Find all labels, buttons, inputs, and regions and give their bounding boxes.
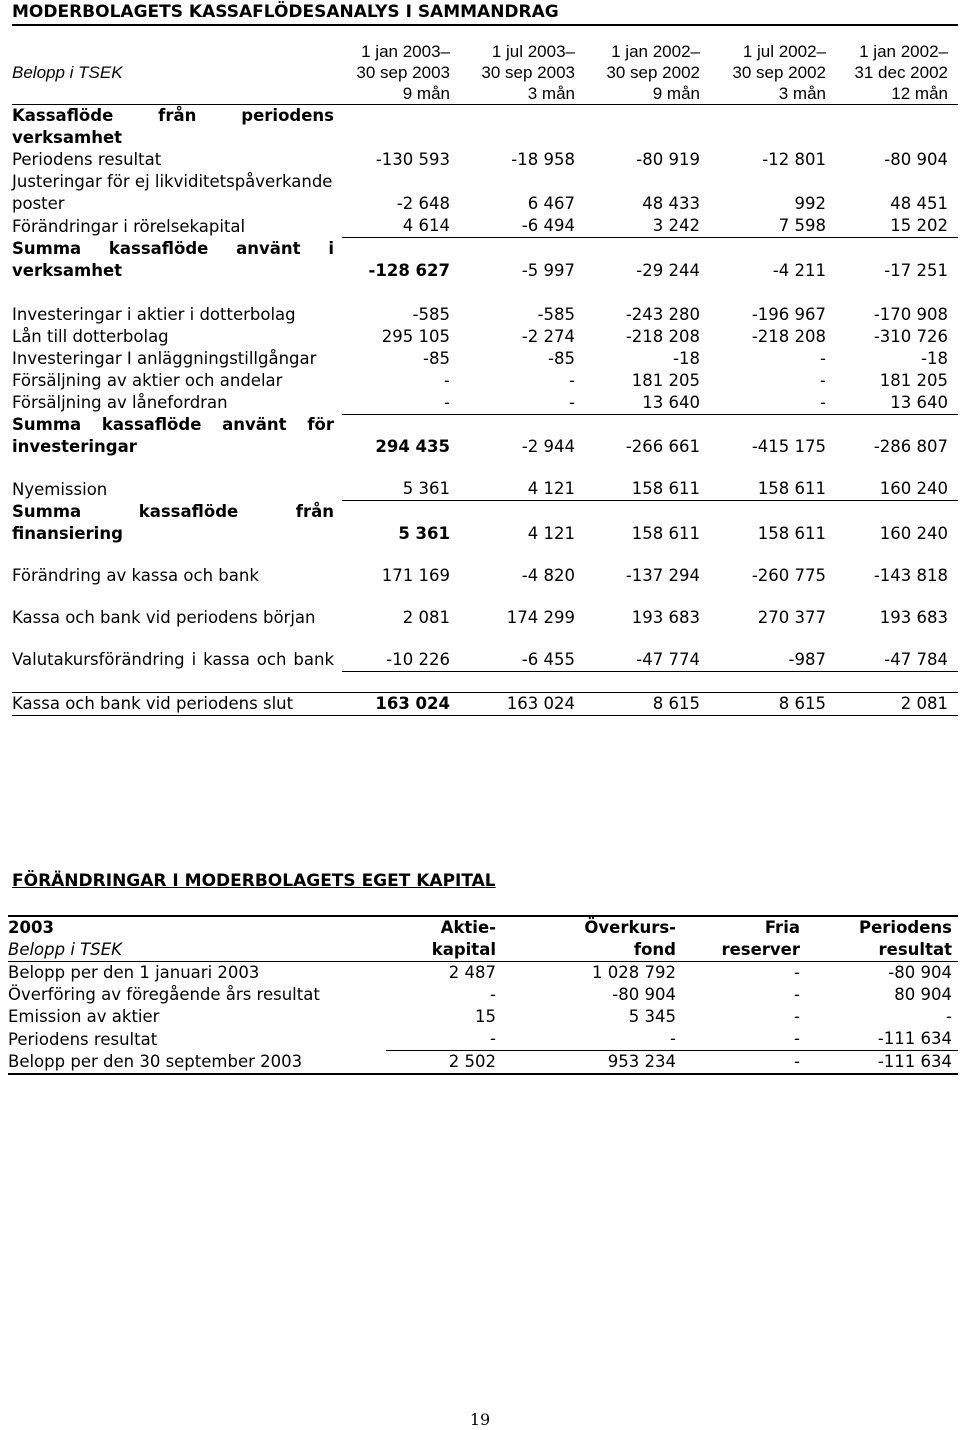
cell-value: 163 024 xyxy=(460,692,585,715)
cell-value: - xyxy=(569,370,575,390)
cell-value: - xyxy=(820,370,826,390)
cell-value: 158 611 xyxy=(757,523,826,543)
row-label: Summa kassaflöde använt i verksamhet xyxy=(12,238,334,280)
cell-value: 2 502 xyxy=(448,1052,496,1071)
cell-value: 270 377 xyxy=(757,607,826,627)
spacer-row xyxy=(12,671,958,692)
cell-value: -585 xyxy=(412,304,450,324)
cell-value: 193 683 xyxy=(631,607,700,627)
cell-value: - xyxy=(490,985,496,1004)
equity-table xyxy=(8,915,958,1075)
cell-value: -170 908 xyxy=(873,304,948,324)
column-header: 1 jul 2002– 30 sep 2002 3 mån xyxy=(710,41,836,105)
column-header: Fria reserver xyxy=(682,916,806,962)
cell-value: 2 081 xyxy=(836,692,958,715)
cell-value: - xyxy=(794,985,800,1004)
cell-value: 160 240 xyxy=(836,478,958,501)
equity-header-label: 2003 Belopp i TSEK xyxy=(8,916,386,962)
cell-value: -130 593 xyxy=(375,150,450,169)
page-title: MODERBOLAGETS KASSAFLÖDESANALYS I SAMMANDRAG xyxy=(12,0,958,26)
row-label: Belopp per den 30 september 2003 xyxy=(8,1052,303,1071)
cell-value: 13 640 xyxy=(585,392,710,415)
cell-value: - xyxy=(710,392,836,415)
cell-value: -218 208 xyxy=(625,326,700,346)
cell-value: -2 944 xyxy=(521,437,575,456)
cell-value: -18 xyxy=(921,348,948,368)
cell-value: 15 202 xyxy=(836,215,958,238)
table-row xyxy=(8,984,958,1006)
cell-value: -4 820 xyxy=(521,565,575,585)
page-number: 19 xyxy=(469,1410,491,1429)
cell-value: 7 598 xyxy=(710,215,836,238)
column-header: 1 jan 2002– 31 dec 2002 12 mån xyxy=(836,41,958,105)
cell-value: -4 211 xyxy=(772,260,826,280)
cell-value: -80 904 xyxy=(884,150,948,169)
cell-value: -6 455 xyxy=(460,649,585,672)
equity-section-title: FÖRÄNDRINGAR I MODERBOLAGETS EGET KAPITAL xyxy=(12,871,496,891)
cell-value: 4 121 xyxy=(460,478,585,501)
cell-value: -17 251 xyxy=(884,260,948,280)
cell-value: 2 081 xyxy=(402,607,450,627)
column-header: Överkurs- fond xyxy=(502,916,682,962)
cell-value: 5 361 xyxy=(342,478,460,501)
cell-value: 4 121 xyxy=(527,523,575,543)
cell-value: 2 487 xyxy=(448,963,496,982)
cell-value: -243 280 xyxy=(625,304,700,324)
spacer-row xyxy=(12,545,958,565)
cell-value: - xyxy=(794,1052,800,1071)
row-label: Nyemission xyxy=(12,479,108,499)
cell-value: 13 640 xyxy=(836,392,958,415)
cashflow-header-row xyxy=(12,41,958,105)
cell-value: - xyxy=(444,370,450,390)
row-label: Kassa och bank vid periodens början xyxy=(12,607,316,627)
table-row xyxy=(12,392,958,415)
cell-value: 295 105 xyxy=(381,326,450,346)
cell-value: 8 615 xyxy=(710,692,836,715)
subtotal-row xyxy=(12,238,958,282)
cell-value: -85 xyxy=(423,348,450,368)
cell-value: -196 967 xyxy=(751,304,826,324)
cell-value: - xyxy=(946,1007,952,1026)
table-row xyxy=(12,215,958,238)
cell-value: 294 435 xyxy=(375,437,450,456)
cell-value: 181 205 xyxy=(631,370,700,390)
cashflow-table xyxy=(12,41,958,716)
cell-value: - xyxy=(342,392,460,415)
table-row xyxy=(12,370,958,392)
column-header: 1 jan 2002– 30 sep 2002 9 mån xyxy=(585,41,710,105)
cell-value: - xyxy=(820,348,826,368)
cell-value: 953 234 xyxy=(607,1052,676,1071)
table-row xyxy=(12,565,958,587)
cell-value: -29 244 xyxy=(636,260,700,280)
cell-value: - xyxy=(794,963,800,982)
cell-value: - xyxy=(460,392,585,415)
row-label: Belopp per den 1 januari 2003 xyxy=(8,963,260,982)
row-label: Periodens resultat xyxy=(8,1029,158,1049)
cell-value: -80 904 xyxy=(612,985,676,1004)
cell-value: -85 xyxy=(548,348,575,368)
table-row xyxy=(12,326,958,348)
spacer-row xyxy=(12,458,958,478)
row-label: Förändringar i rörelsekapital xyxy=(12,216,246,236)
cell-value: 5 361 xyxy=(398,523,450,543)
column-header: 1 jan 2003– 30 sep 2003 9 mån xyxy=(342,41,460,105)
cell-value: 1 028 792 xyxy=(592,963,676,982)
cell-value: -266 661 xyxy=(625,437,700,456)
cell-value: 171 169 xyxy=(381,565,450,585)
table-row xyxy=(12,348,958,370)
cell-value: -260 775 xyxy=(751,565,826,585)
cell-value: -218 208 xyxy=(751,326,826,346)
row-label: Summa kassaflöde använt för investeringar xyxy=(12,415,334,456)
cell-value: 48 433 xyxy=(642,194,700,213)
cell-value: 193 683 xyxy=(879,607,948,627)
cell-value: -415 175 xyxy=(751,437,826,456)
column-header: Periodens resultat xyxy=(806,916,958,962)
row-label: Emission av aktier xyxy=(8,1007,160,1026)
cell-value: 158 611 xyxy=(631,523,700,543)
cell-value: 5 345 xyxy=(628,1007,676,1026)
unit-label: Belopp i TSEK xyxy=(12,41,342,105)
spacer-row xyxy=(12,282,958,304)
cell-value: -47 774 xyxy=(585,649,710,672)
table-row xyxy=(12,607,958,629)
table-row xyxy=(12,171,958,215)
cell-value: -5 997 xyxy=(521,260,575,280)
cell-value: 158 611 xyxy=(585,478,710,501)
cell-value: 160 240 xyxy=(879,523,948,543)
cell-value: 163 024 xyxy=(342,692,460,715)
section-heading: Kassaflöde från periodens verksamhet xyxy=(12,106,334,147)
table-row xyxy=(12,649,958,672)
cell-value: -80 904 xyxy=(888,963,952,982)
cell-value: 8 615 xyxy=(585,692,710,715)
cell-value: -10 226 xyxy=(342,649,460,672)
cell-value: 80 904 xyxy=(894,985,952,1004)
row-label: Investeringar I anläggningstillgångar xyxy=(12,348,317,368)
table-row xyxy=(12,149,958,171)
cell-value: -286 807 xyxy=(873,437,948,456)
cell-value: -128 627 xyxy=(368,260,450,280)
cell-value: 181 205 xyxy=(879,370,948,390)
cell-value: -2 274 xyxy=(521,326,575,346)
cell-value: -6 494 xyxy=(460,215,585,238)
column-header: Aktie- kapital xyxy=(386,916,502,962)
table-row xyxy=(8,962,958,985)
row-label: Förändring av kassa och bank xyxy=(12,565,259,585)
cell-value: 4 614 xyxy=(342,215,460,238)
cell-value: -137 294 xyxy=(625,565,700,585)
cell-value: 158 611 xyxy=(710,478,836,501)
row-label: Kassa och bank vid periodens slut xyxy=(12,692,342,715)
section-heading-row xyxy=(12,105,958,150)
cell-value: 48 451 xyxy=(890,194,948,213)
cell-value: -12 801 xyxy=(762,150,826,169)
row-label: Valutakursförändring i kassa och bank xyxy=(12,650,334,669)
table-row xyxy=(8,1028,958,1051)
cell-value: 3 242 xyxy=(585,215,710,238)
cell-value: - xyxy=(682,1028,806,1051)
column-header: 1 jul 2003– 30 sep 2003 3 mån xyxy=(460,41,585,105)
cell-value: -987 xyxy=(710,649,836,672)
cell-value: 174 299 xyxy=(506,607,575,627)
cell-value: -143 818 xyxy=(873,565,948,585)
cell-value: 6 467 xyxy=(527,194,575,213)
cell-value: -111 634 xyxy=(806,1028,958,1051)
cell-value: -80 919 xyxy=(636,150,700,169)
table-row xyxy=(8,1006,958,1028)
table-row xyxy=(12,478,958,501)
cell-value: -310 726 xyxy=(873,326,948,346)
cell-value: -18 xyxy=(673,348,700,368)
cell-value: -585 xyxy=(537,304,575,324)
cell-value: -2 648 xyxy=(396,194,450,213)
row-label: Justeringar för ej likviditetspåverkande poster xyxy=(12,172,333,213)
row-label: Summa kassaflöde från finansiering xyxy=(12,501,334,543)
subtotal-row xyxy=(12,501,958,545)
cell-value: - xyxy=(794,1007,800,1026)
subtotal-row xyxy=(12,414,958,458)
row-label: Försäljning av aktier och andelar xyxy=(12,370,283,390)
cell-value: - xyxy=(502,1028,682,1051)
cell-value: -47 784 xyxy=(836,649,958,672)
row-label: Investeringar i aktier i dotterbolag xyxy=(12,304,296,324)
cell-value: -18 958 xyxy=(511,150,575,169)
cell-value: 992 xyxy=(794,194,826,213)
total-row xyxy=(8,1051,958,1075)
spacer-row xyxy=(12,587,958,607)
spacer-row xyxy=(12,629,958,649)
cell-value: 15 xyxy=(475,1007,496,1026)
total-row xyxy=(12,692,958,715)
cell-value: - xyxy=(386,1028,502,1051)
row-label: Lån till dotterbolag xyxy=(12,326,169,346)
equity-header-row xyxy=(8,916,958,962)
cell-value: -111 634 xyxy=(877,1052,952,1071)
table-row xyxy=(12,304,958,326)
row-label: Överföring av föregående års resultat xyxy=(8,985,320,1004)
row-label: Periodens resultat xyxy=(12,150,162,169)
row-label: Försäljning av lånefordran xyxy=(12,393,228,412)
